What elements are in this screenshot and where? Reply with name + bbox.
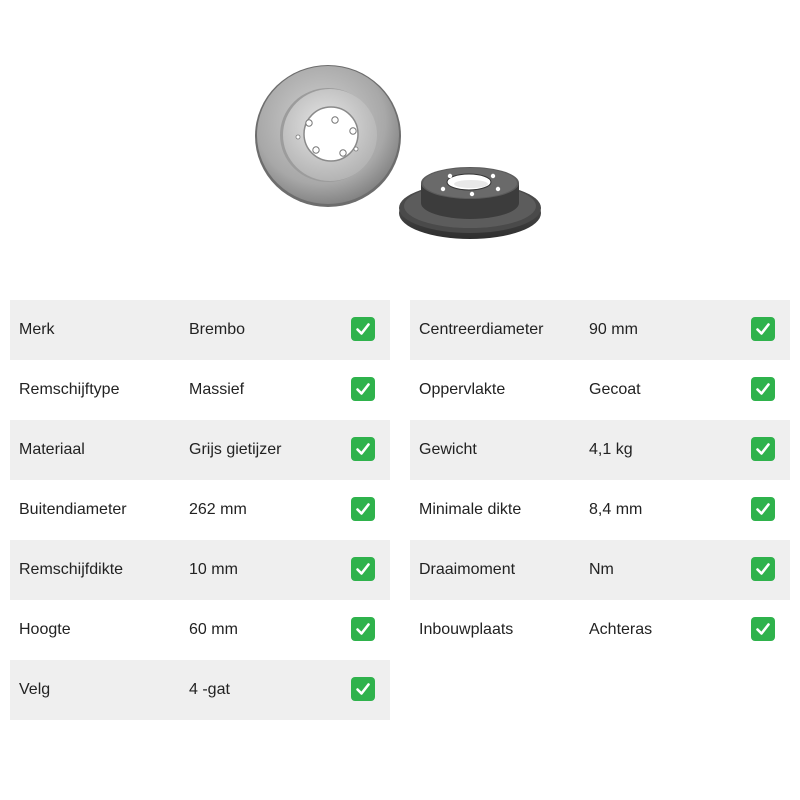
spec-row-merk <box>10 300 390 360</box>
check-icon <box>751 377 775 401</box>
spec-label: Merk <box>19 321 55 338</box>
spec-value: Achteras <box>589 621 653 638</box>
spec-label: Minimale dikte <box>419 501 522 518</box>
spec-value: 90 mm <box>589 321 638 338</box>
spec-row-hoogte <box>10 600 390 660</box>
spec-label: Centreerdiameter <box>419 321 544 338</box>
brake-disc-side <box>399 167 541 239</box>
spec-label: Remschijfdikte <box>19 561 124 578</box>
spec-row-minimale-dikte <box>410 480 790 540</box>
spec-value: 8,4 mm <box>589 501 643 518</box>
spec-table-left <box>10 300 390 720</box>
spec-value: 60 mm <box>189 621 238 638</box>
spec-row-remschijftype <box>10 360 390 420</box>
spec-value: 4,1 kg <box>589 441 633 458</box>
spec-value: Gecoat <box>589 381 641 398</box>
brake-disc-icon <box>250 65 550 245</box>
spec-label: Remschijftype <box>19 381 120 398</box>
check-icon <box>751 317 775 341</box>
spec-value: Brembo <box>189 321 246 338</box>
spec-value: 10 mm <box>189 561 238 578</box>
spec-row-buitendiameter <box>10 480 390 540</box>
check-icon <box>351 677 375 701</box>
check-icon <box>751 497 775 521</box>
check-icon <box>351 497 375 521</box>
check-icon <box>751 437 775 461</box>
spec-row-remschijfdikte <box>10 540 390 600</box>
spec-row-oppervlakte <box>410 360 790 420</box>
spec-row-materiaal <box>10 420 390 480</box>
spec-label: Oppervlakte <box>419 381 506 398</box>
check-icon <box>351 437 375 461</box>
spec-table-right <box>410 300 790 660</box>
spec-value: 262 mm <box>189 501 247 518</box>
spec-label: Materiaal <box>19 441 85 458</box>
spec-row-velg <box>10 660 390 720</box>
check-icon <box>751 557 775 581</box>
spec-label: Draaimoment <box>419 561 516 578</box>
spec-value: Nm <box>589 561 614 578</box>
spec-label: Gewicht <box>419 441 477 458</box>
spec-label: Inbouwplaats <box>419 621 514 638</box>
spec-row-centreerdiameter <box>410 300 790 360</box>
spec-value: 4 -gat <box>189 681 230 698</box>
brake-disc-front <box>255 65 401 207</box>
spec-value: Massief <box>189 381 245 398</box>
spec-value: Grijs gietijzer <box>189 441 282 458</box>
spec-row-draaimoment <box>410 540 790 600</box>
spec-row-inbouwplaats <box>410 600 790 660</box>
check-icon <box>351 617 375 641</box>
spec-label: Buitendiameter <box>19 501 127 518</box>
check-icon <box>751 617 775 641</box>
check-icon <box>351 317 375 341</box>
spec-label: Hoogte <box>19 621 71 638</box>
spec-row-gewicht <box>410 420 790 480</box>
spec-label: Velg <box>19 681 51 698</box>
check-icon <box>351 557 375 581</box>
check-icon <box>351 377 375 401</box>
